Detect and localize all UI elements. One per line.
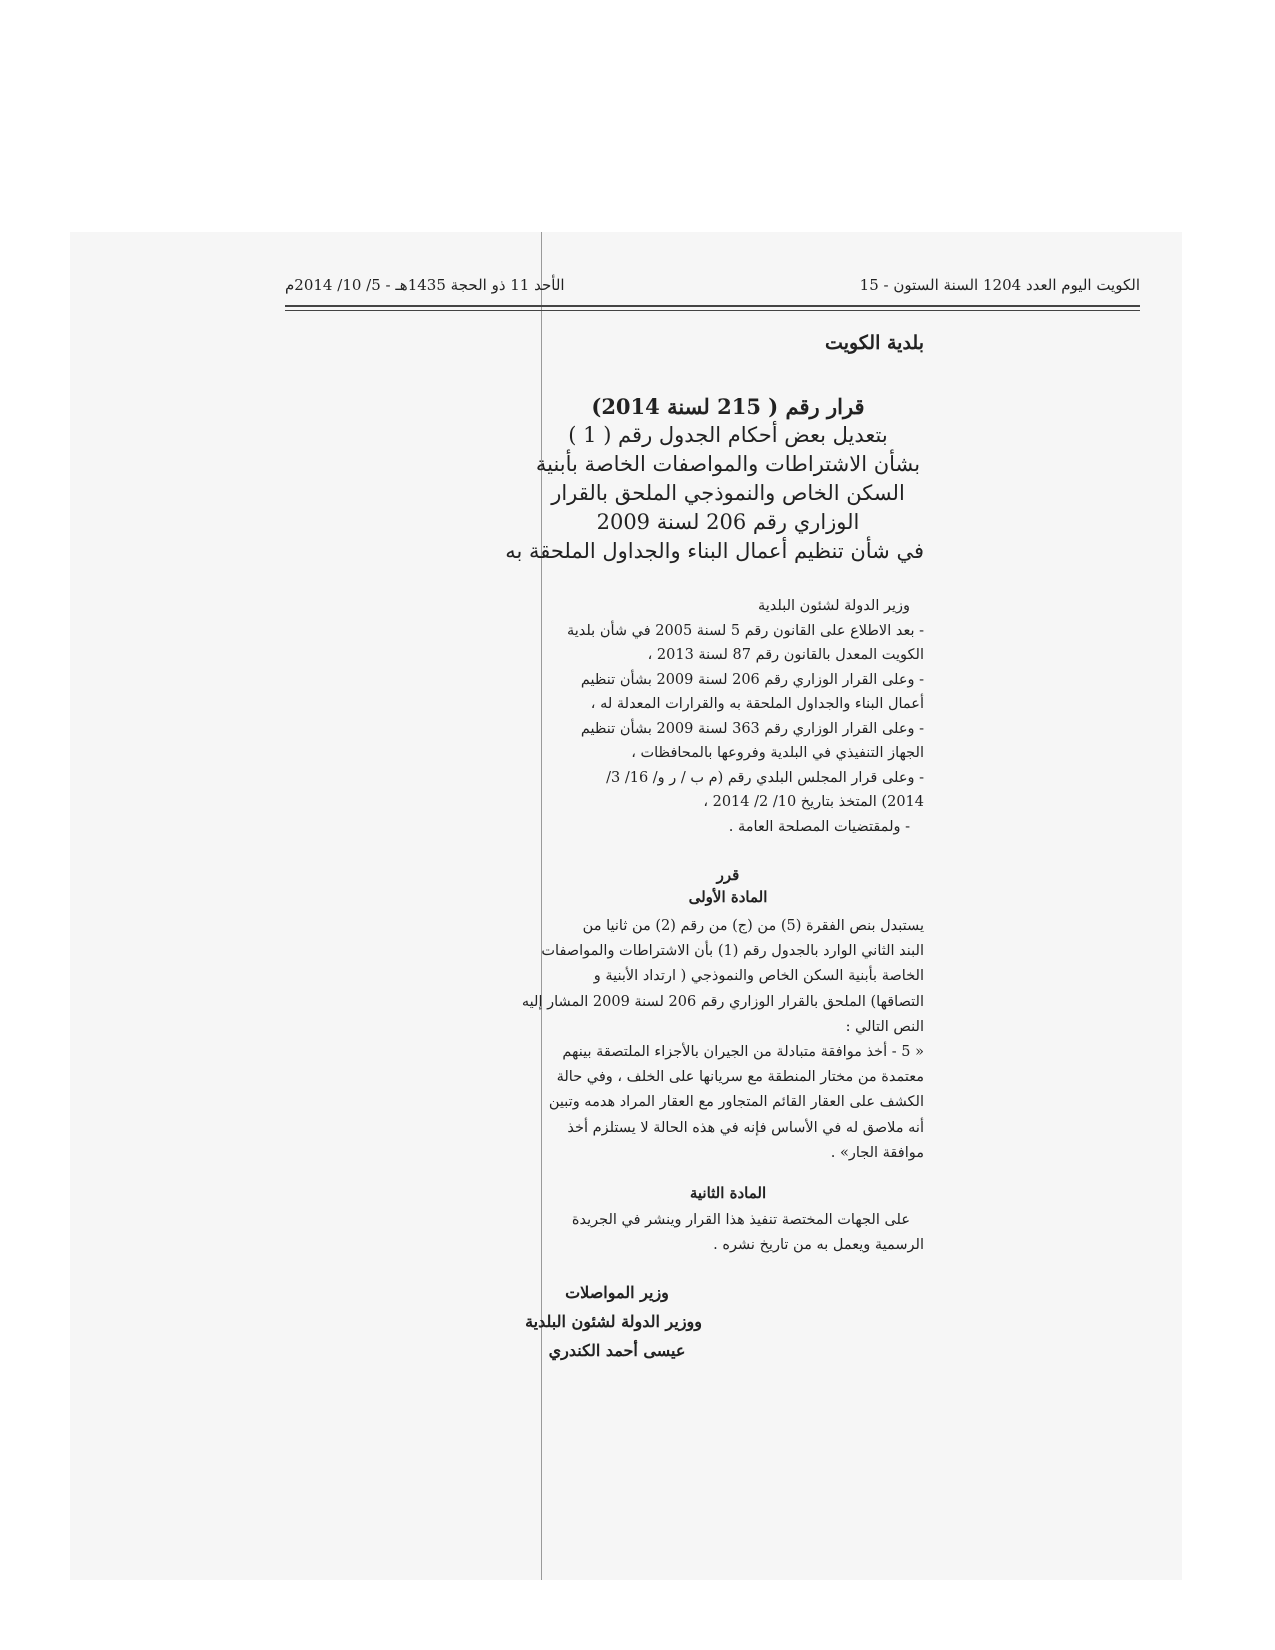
- article2-line: الرسمية ويعمل به من تاريخ نشره .: [713, 1237, 924, 1254]
- gazette-header-issue: الكويت اليوم العدد 1204 السنة الستون - 15: [859, 276, 1140, 294]
- article2-body: [532, 1208, 924, 1258]
- article1-line: « 5 - أخذ موافقة متبادلة من الجيران بالأجزاء الملتصقة بينهم: [562, 1044, 924, 1061]
- title-line: قرار رقم ( 215 لسنة 2014): [591, 394, 865, 419]
- article2-line: على الجهات المختصة تنفيذ هذا القرار وينشر في الجريدة: [571, 1212, 910, 1228]
- preamble-line: - بعد الاطلاع على القانون رقم 5 لسنة 2005 في شأن بلدية: [566, 622, 924, 639]
- title-line: بشأن الاشتراطات والمواصفات الخاصة بأبنية: [535, 452, 921, 476]
- article1-line: التصاقها) الملحق بالقرار الوزاري رقم 206 لسنة 2009 المشار إليه: [521, 993, 924, 1010]
- header-rule-thick: [285, 305, 1140, 307]
- article1-line: يستبدل بنص الفقرة (5) من (ج) من رقم (2) من ثانيا من: [582, 918, 924, 934]
- title-line: الوزاري رقم 206 لسنة 2009: [596, 510, 860, 534]
- preamble-line: - وعلى القرار الوزاري رقم 363 لسنة 2009 بشأن تنظيم: [580, 720, 924, 737]
- preamble-line: أعمال البناء والجداول الملحقة به والقرارات المعدلة له ،: [590, 696, 924, 712]
- signature-block: [525, 1278, 702, 1365]
- title-line: السكن الخاص والنموذجي الملحق بالقرار: [551, 481, 905, 505]
- preamble-line: - ولمقتضيات المصلحة العامة .: [728, 818, 910, 835]
- preamble-line: الكويت المعدل بالقانون رقم 87 لسنة 2013 ،: [647, 647, 924, 663]
- title-line: بتعديل بعض أحكام الجدول رقم ( 1 ): [568, 423, 888, 447]
- article1-heading: المادة الأولى: [688, 888, 768, 906]
- issuing-authority: بلدية الكويت: [825, 332, 924, 354]
- article1-line: معتمدة من مختار المنطقة مع سريانها على الخلف ، وفي حالة: [556, 1069, 924, 1086]
- signatory-title: وزير المواصلات: [565, 1283, 669, 1302]
- decision-heading: [532, 864, 924, 908]
- qarar-word: قرر: [716, 866, 740, 884]
- gazette-header-date: الأحد 11 ذو الحجة 1435هـ - 5/ 10/ 2014م: [285, 276, 565, 294]
- article1-line: موافقة الجار» .: [830, 1144, 924, 1161]
- decision-title: [505, 392, 924, 566]
- title-line: في شأن تنظيم أعمال البناء والجداول الملحقة به: [505, 539, 924, 563]
- preamble-line: - وعلى القرار الوزاري رقم 206 لسنة 2009 بشأن تنظيم: [580, 671, 924, 688]
- preamble-line: 2014) المتخذ بتاريخ 10/ 2/ 2014 ،: [703, 794, 924, 810]
- article1-line: الكشف على العقار القائم المتجاور مع العقار المراد هدمه وتبين: [548, 1094, 924, 1111]
- header-rule-thin: [285, 310, 1140, 311]
- signatory-title: ووزير الدولة لشئون البلدية: [525, 1312, 702, 1331]
- article1-line: النص التالي :: [845, 1018, 924, 1035]
- signatory-name: عيسى أحمد الكندري: [548, 1341, 686, 1360]
- article1-line: الخاصة بأبنية السكن الخاص والنموذجي ( ارتداد الأبنية و: [593, 968, 924, 985]
- article1-line: البند الثاني الوارد بالجدول رقم (1) بأن الاشتراطات والمواصفات: [541, 943, 924, 960]
- article2-heading: المادة الثانية: [689, 1184, 767, 1202]
- preamble-line: - وعلى قرار المجلس البلدي رقم (م ب / ر و/ 16/ 3/: [606, 769, 924, 786]
- article1-line: أنه ملاصق له في الأساس فإنه في هذه الحالة لا يستلزم أخذ: [567, 1119, 924, 1136]
- preamble-line: وزير الدولة لشئون البلدية: [757, 598, 910, 614]
- preamble: [532, 594, 924, 839]
- article1-body: [521, 914, 924, 1166]
- preamble-line: الجهاز التنفيذي في البلدية وفروعها بالمحافظات ،: [631, 745, 924, 761]
